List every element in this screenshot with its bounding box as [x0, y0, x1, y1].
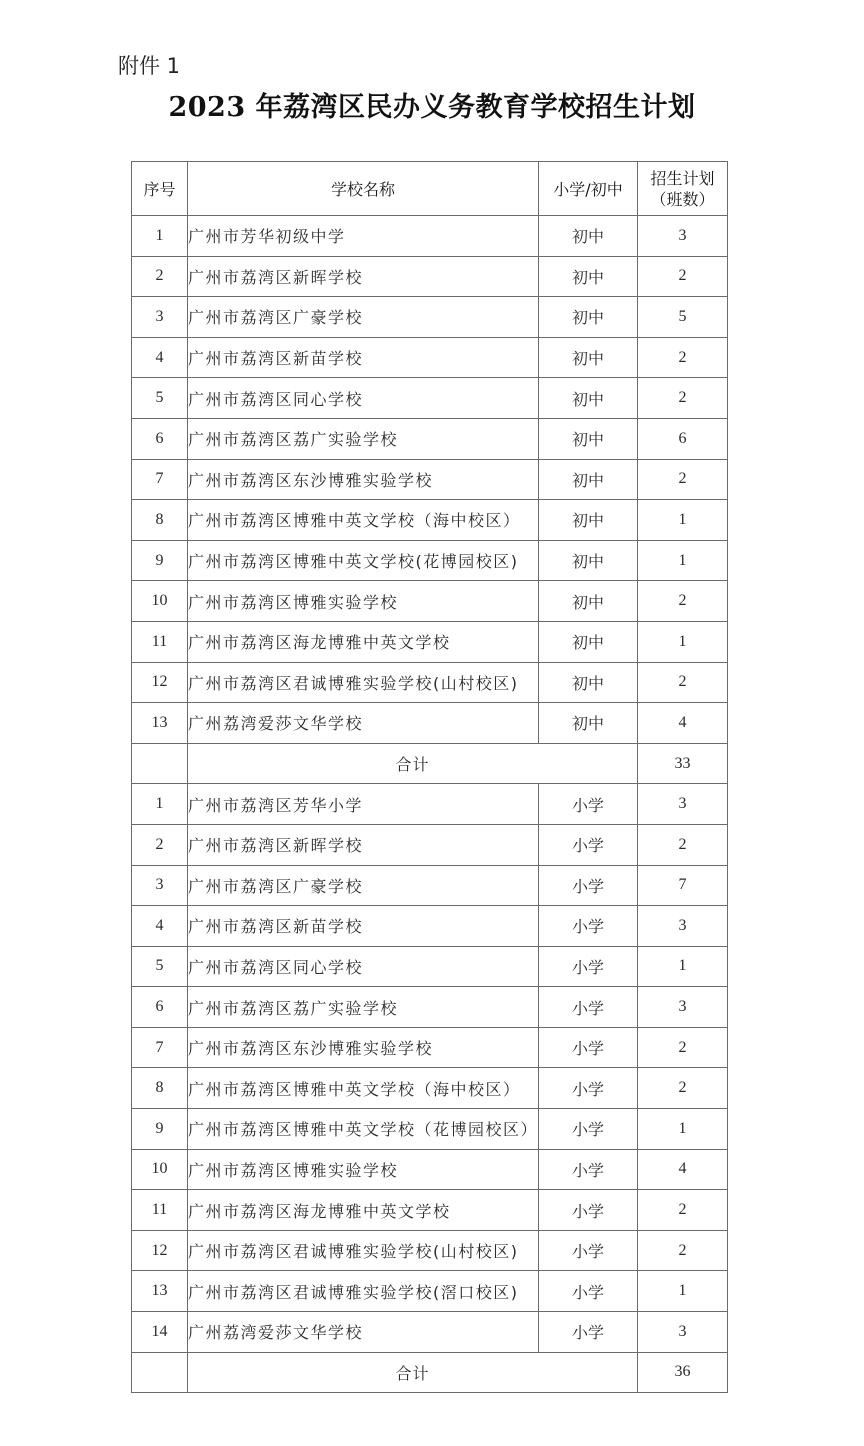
row-no: 9	[132, 1109, 188, 1150]
table-row	[132, 824, 728, 865]
row-no: 10	[132, 581, 188, 622]
school-name: 广州市荔湾区新晖学校	[188, 824, 539, 865]
school-name: 广州市荔湾区东沙博雅实验学校	[188, 459, 539, 500]
school-name: 广州市荔湾区博雅实验学校	[188, 581, 539, 622]
header-row	[132, 162, 728, 216]
school-level: 小学	[539, 1230, 638, 1271]
enrollment-plan-table	[131, 161, 728, 1393]
table-row	[132, 906, 728, 947]
row-no: 2	[132, 824, 188, 865]
total-blank-cell	[132, 743, 188, 784]
row-no: 12	[132, 1230, 188, 1271]
school-level: 初中	[539, 337, 638, 378]
table-row	[132, 378, 728, 419]
table-row	[132, 337, 728, 378]
table-row	[132, 1109, 728, 1150]
plan-classes: 6	[638, 418, 728, 459]
table-row	[132, 1068, 728, 1109]
plan-classes: 3	[638, 216, 728, 257]
school-name: 广州市荔湾区广豪学校	[188, 297, 539, 338]
school-level: 小学	[539, 1190, 638, 1231]
school-name: 广州市荔湾区同心学校	[188, 946, 539, 987]
school-level: 小学	[539, 784, 638, 825]
school-name: 广州市荔湾区芳华小学	[188, 784, 539, 825]
plan-classes: 2	[638, 1068, 728, 1109]
row-no: 1	[132, 216, 188, 257]
school-level: 初中	[539, 703, 638, 744]
table-row	[132, 703, 728, 744]
row-no: 13	[132, 703, 188, 744]
school-level: 初中	[539, 297, 638, 338]
row-no: 5	[132, 378, 188, 419]
school-level: 初中	[539, 459, 638, 500]
school-name: 广州市荔湾区东沙博雅实验学校	[188, 1027, 539, 1068]
row-no: 6	[132, 418, 188, 459]
school-level: 小学	[539, 906, 638, 947]
header-plan-line1: 招生计划	[650, 168, 715, 188]
page-title: 2023 年荔湾区民办义务教育学校招生计划	[168, 92, 696, 123]
school-level: 初中	[539, 378, 638, 419]
plan-classes: 1	[638, 500, 728, 541]
school-level: 初中	[539, 540, 638, 581]
row-no: 12	[132, 662, 188, 703]
plan-classes: 2	[638, 256, 728, 297]
plan-classes: 1	[638, 1109, 728, 1150]
school-name: 广州市荔湾区新苗学校	[188, 906, 539, 947]
plan-classes: 5	[638, 297, 728, 338]
row-no: 13	[132, 1271, 188, 1312]
school-name: 广州市荔湾区博雅中英文学校（海中校区）	[188, 500, 539, 541]
school-level: 小学	[539, 1149, 638, 1190]
table-row	[132, 865, 728, 906]
school-level: 初中	[539, 621, 638, 662]
school-name: 广州市荔湾区博雅中英文学校(花博园校区)	[188, 540, 539, 581]
plan-classes: 3	[638, 906, 728, 947]
table-row	[132, 500, 728, 541]
school-name: 广州市荔湾区荔广实验学校	[188, 418, 539, 459]
row-no: 1	[132, 784, 188, 825]
plan-classes: 2	[638, 1230, 728, 1271]
table-row	[132, 1271, 728, 1312]
school-name: 广州市荔湾区海龙博雅中英文学校	[188, 621, 539, 662]
plan-classes: 1	[638, 540, 728, 581]
school-name: 广州市荔湾区同心学校	[188, 378, 539, 419]
school-level: 小学	[539, 865, 638, 906]
table-row	[132, 459, 728, 500]
table-row	[132, 1149, 728, 1190]
header-level: 小学/初中	[539, 162, 638, 216]
school-name: 广州市荔湾区博雅实验学校	[188, 1149, 539, 1190]
header-no: 序号	[132, 162, 188, 216]
plan-classes: 1	[638, 946, 728, 987]
plan-classes: 1	[638, 621, 728, 662]
plan-classes: 2	[638, 1027, 728, 1068]
table-row	[132, 1230, 728, 1271]
table-row	[132, 418, 728, 459]
plan-classes: 4	[638, 1149, 728, 1190]
school-level: 初中	[539, 662, 638, 703]
row-no: 10	[132, 1149, 188, 1190]
table-row	[132, 256, 728, 297]
school-level: 初中	[539, 500, 638, 541]
school-level: 小学	[539, 1271, 638, 1312]
school-name: 广州市芳华初级中学	[188, 216, 539, 257]
table-row	[132, 297, 728, 338]
table-body	[132, 216, 728, 1393]
total-label: 合计	[188, 1352, 638, 1393]
row-no: 14	[132, 1312, 188, 1353]
plan-classes: 3	[638, 987, 728, 1028]
plan-classes: 3	[638, 784, 728, 825]
middle-school-total-row	[132, 743, 728, 784]
row-no: 8	[132, 1068, 188, 1109]
school-name: 广州市荔湾区君诚博雅实验学校(滘口校区)	[188, 1271, 539, 1312]
plan-classes: 2	[638, 459, 728, 500]
plan-classes: 2	[638, 337, 728, 378]
table-row	[132, 540, 728, 581]
table-row	[132, 1027, 728, 1068]
row-no: 4	[132, 906, 188, 947]
school-name: 广州荔湾爱莎文华学校	[188, 1312, 539, 1353]
row-no: 3	[132, 297, 188, 338]
plan-classes: 2	[638, 1190, 728, 1231]
row-no: 4	[132, 337, 188, 378]
school-level: 小学	[539, 1312, 638, 1353]
plan-classes: 7	[638, 865, 728, 906]
row-no: 9	[132, 540, 188, 581]
table-row	[132, 581, 728, 622]
row-no: 7	[132, 1027, 188, 1068]
total-value: 33	[638, 743, 728, 784]
total-label: 合计	[188, 743, 638, 784]
school-level: 初中	[539, 581, 638, 622]
header-plan-line2: （班数）	[650, 189, 715, 209]
plan-classes: 2	[638, 581, 728, 622]
school-level: 小学	[539, 987, 638, 1028]
school-level: 初中	[539, 418, 638, 459]
school-level: 小学	[539, 1027, 638, 1068]
school-name: 广州市荔湾区君诚博雅实验学校(山村校区)	[188, 662, 539, 703]
total-blank-cell	[132, 1352, 188, 1393]
table-row	[132, 946, 728, 987]
school-name: 广州市荔湾区君诚博雅实验学校(山村校区)	[188, 1230, 539, 1271]
plan-classes: 3	[638, 1312, 728, 1353]
total-value: 36	[638, 1352, 728, 1393]
row-no: 7	[132, 459, 188, 500]
school-name: 广州市荔湾区博雅中英文学校（海中校区）	[188, 1068, 539, 1109]
table-row	[132, 987, 728, 1028]
table-row	[132, 1312, 728, 1353]
row-no: 6	[132, 987, 188, 1028]
school-level: 小学	[539, 1068, 638, 1109]
table-row	[132, 216, 728, 257]
plan-classes: 2	[638, 662, 728, 703]
row-no: 11	[132, 1190, 188, 1231]
table-row	[132, 1190, 728, 1231]
row-no: 11	[132, 621, 188, 662]
school-name: 广州荔湾爱莎文华学校	[188, 703, 539, 744]
school-name: 广州市荔湾区新苗学校	[188, 337, 539, 378]
school-name: 广州市荔湾区荔广实验学校	[188, 987, 539, 1028]
table-row	[132, 784, 728, 825]
plan-classes: 2	[638, 824, 728, 865]
header-school-name: 学校名称	[188, 162, 539, 216]
school-name: 广州市荔湾区新晖学校	[188, 256, 539, 297]
table-row	[132, 662, 728, 703]
plan-classes: 1	[638, 1271, 728, 1312]
school-level: 小学	[539, 1109, 638, 1150]
school-name: 广州市荔湾区广豪学校	[188, 865, 539, 906]
school-name: 广州市荔湾区海龙博雅中英文学校	[188, 1190, 539, 1231]
row-no: 3	[132, 865, 188, 906]
school-name: 广州市荔湾区博雅中英文学校（花博园校区）	[188, 1109, 539, 1150]
school-level: 初中	[539, 216, 638, 257]
header-plan	[638, 162, 728, 216]
school-level: 小学	[539, 946, 638, 987]
table-row	[132, 621, 728, 662]
plan-classes: 4	[638, 703, 728, 744]
school-level: 小学	[539, 824, 638, 865]
row-no: 5	[132, 946, 188, 987]
school-level: 初中	[539, 256, 638, 297]
row-no: 2	[132, 256, 188, 297]
plan-classes: 2	[638, 378, 728, 419]
row-no: 8	[132, 500, 188, 541]
primary-school-total-row	[132, 1352, 728, 1393]
attachment-label: 附件 1	[118, 54, 181, 78]
table-header	[132, 162, 728, 216]
